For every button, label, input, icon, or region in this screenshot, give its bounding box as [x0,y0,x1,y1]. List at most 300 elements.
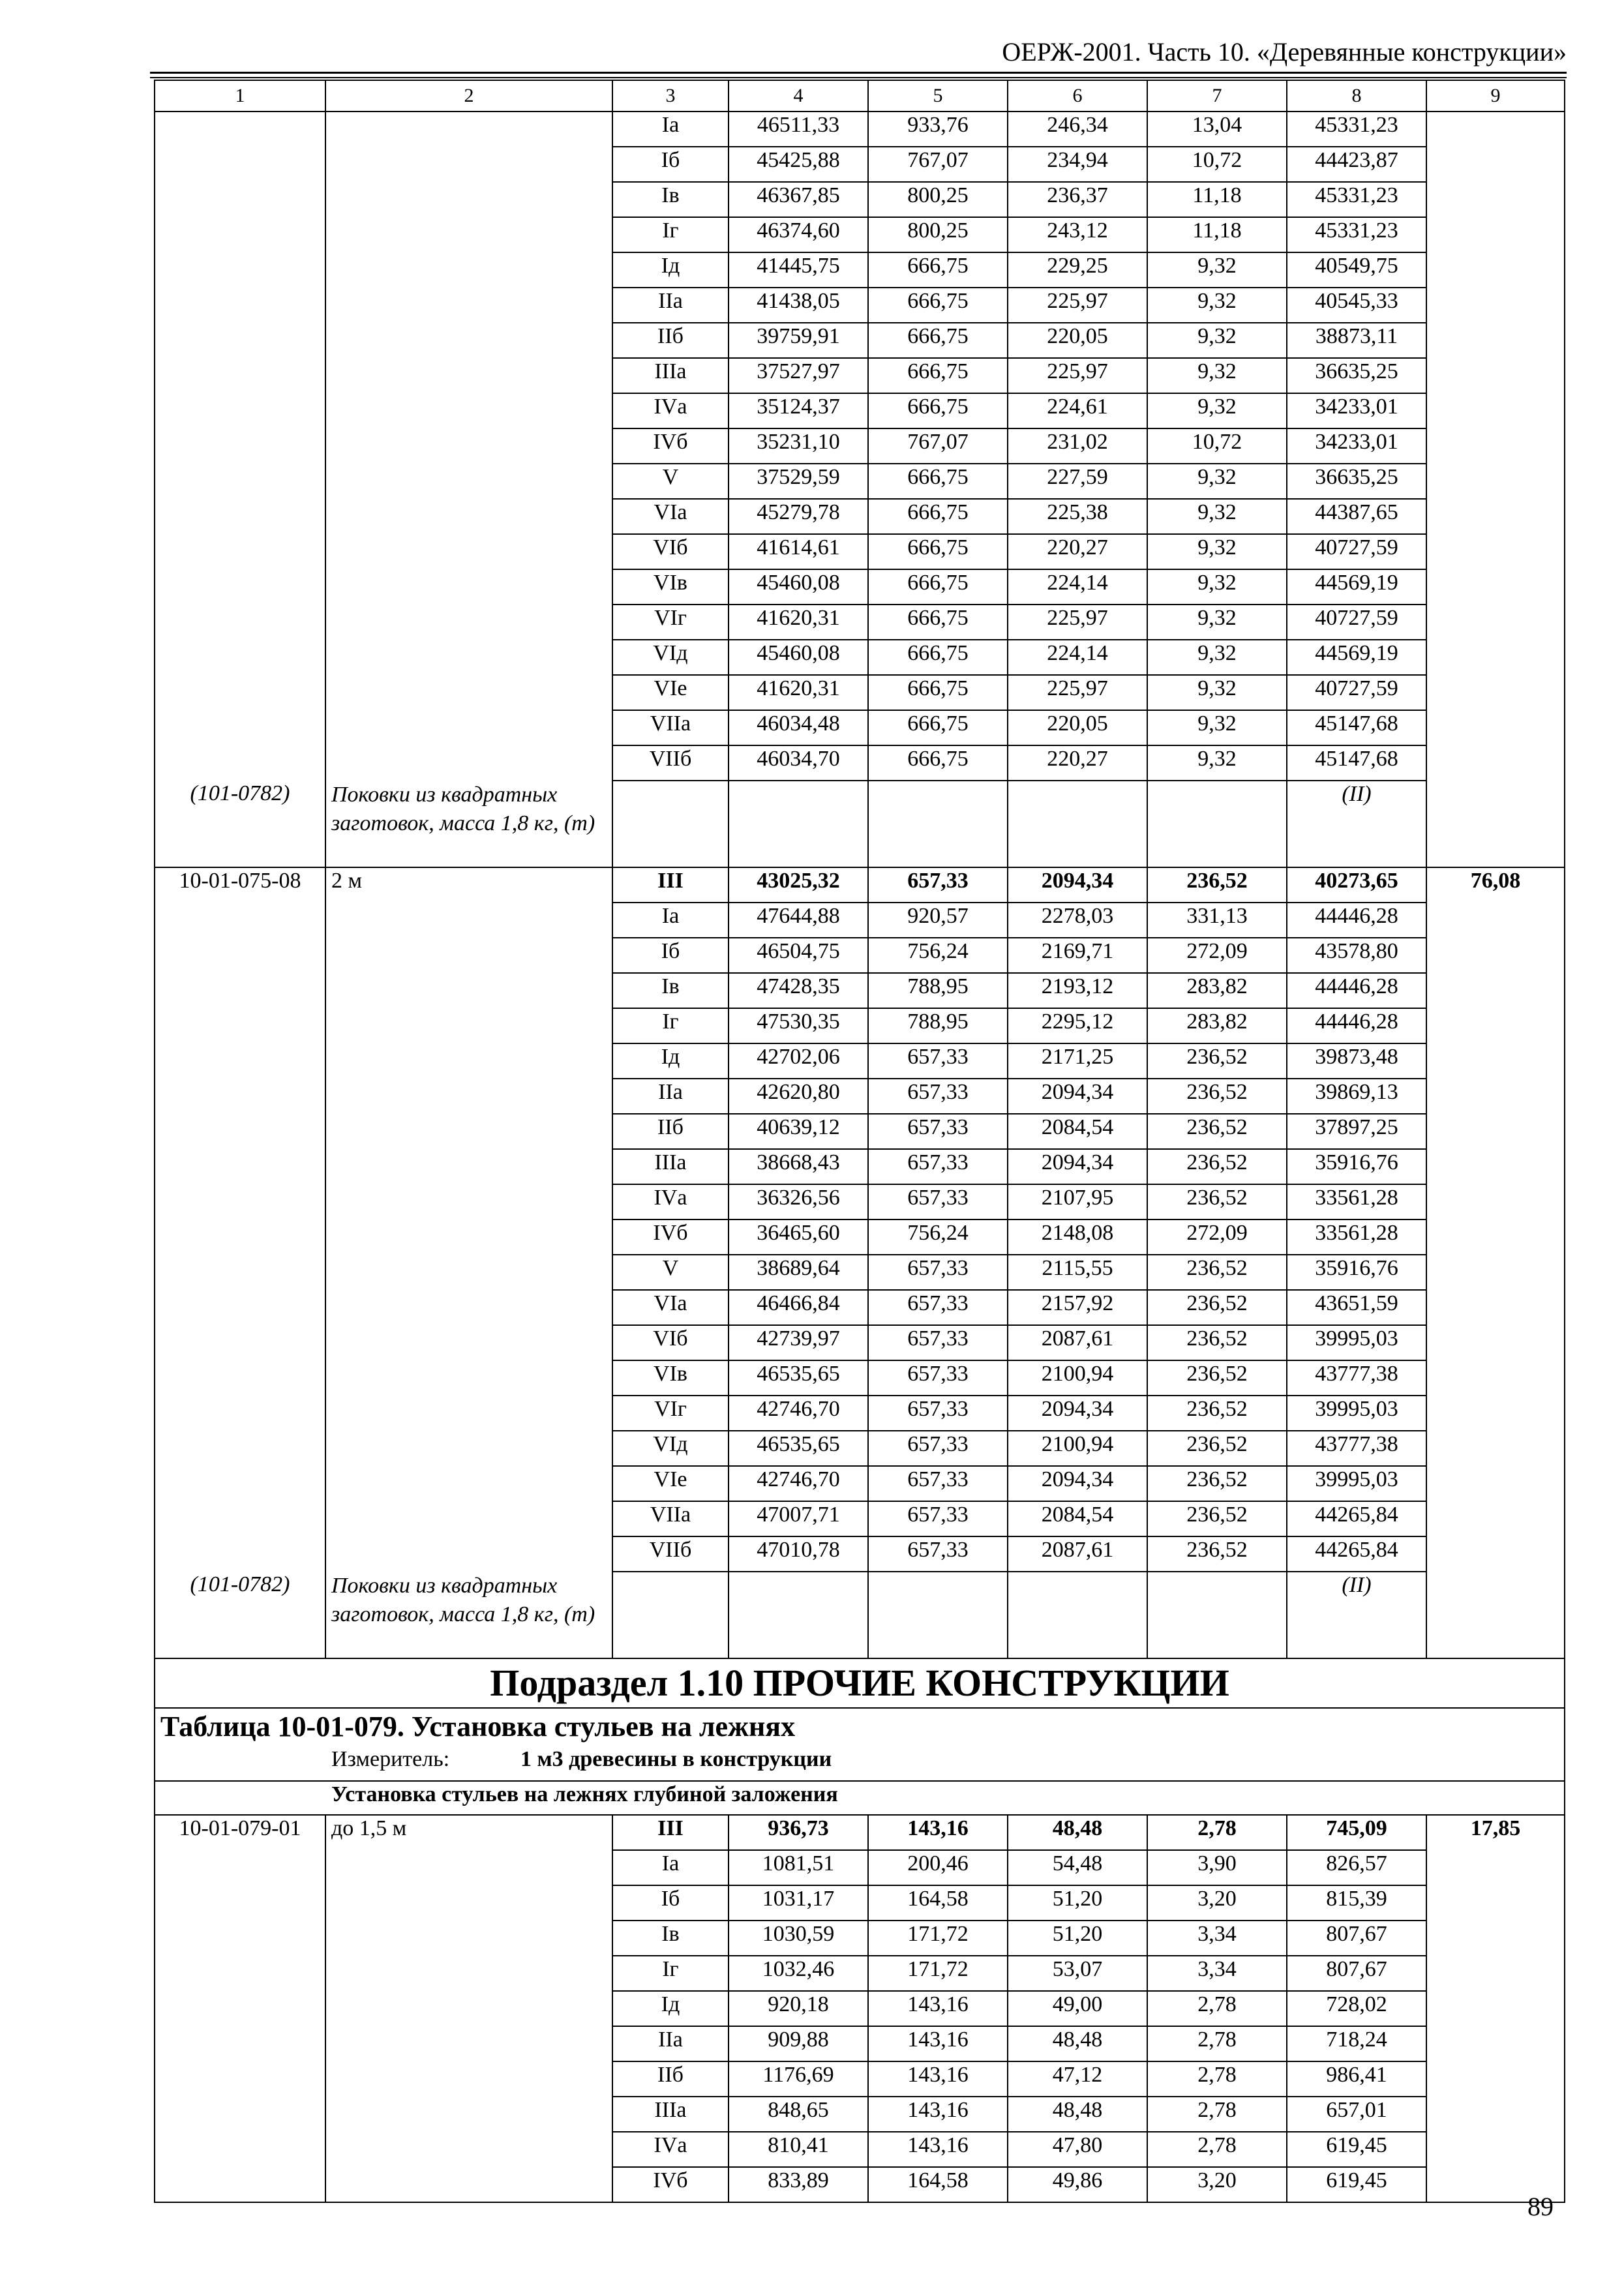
rates-table [154,80,1565,2203]
value-cell: 666,75 [868,675,1008,710]
value-cell: 225,97 [1008,358,1147,393]
value-cell: 666,75 [868,323,1008,358]
table-row [155,499,1565,534]
table-row [155,1008,1565,1043]
zone-cell: IIIа [612,1149,729,1184]
measure-cell [155,1746,1565,1781]
value-cell: 10,72 [1147,428,1287,464]
table-row [155,1114,1565,1149]
name-cell [325,2061,612,2097]
value-cell: 236,52 [1147,1466,1287,1501]
value-cell: 666,75 [868,393,1008,428]
name-cell [325,252,612,288]
value-cell: 800,25 [868,217,1008,252]
labor-cell: 76,08 [1426,867,1565,903]
name-cell [325,1043,612,1079]
code-cell [155,1149,325,1184]
value-cell: 236,52 [1147,1043,1287,1079]
empty-cell [1147,781,1287,867]
value-cell: 9,32 [1147,393,1287,428]
zone-cell: Iа [612,903,729,938]
value-cell: 2295,12 [1008,1008,1147,1043]
table-row [155,605,1565,640]
labor-cell [1426,569,1565,605]
value-cell: 9,32 [1147,499,1287,534]
table-row [155,464,1565,499]
table-row [155,217,1565,252]
code-cell [155,1466,325,1501]
table-row [155,1956,1565,1991]
value-cell: 231,02 [1008,428,1147,464]
name-cell [325,1991,612,2026]
table-row [155,1466,1565,1501]
zone-cell: VIд [612,1431,729,1466]
value-cell: 39869,13 [1287,1079,1426,1114]
value-cell: 9,32 [1147,569,1287,605]
value-cell: 2100,94 [1008,1360,1147,1396]
value-cell: 48,48 [1008,2097,1147,2132]
value-cell: 220,05 [1008,323,1147,358]
value-cell: 35231,10 [729,428,868,464]
depth-title: Установка стульев на лежнях глубиной заложения [155,1781,1565,1815]
table-row [155,1921,1565,1956]
labor-cell [1426,1255,1565,1290]
labor-cell [1426,675,1565,710]
table-row [155,1431,1565,1466]
material-note: (II) [1287,781,1426,867]
value-cell: 37529,59 [729,464,868,499]
labor-cell [1426,1466,1565,1501]
table-row [155,973,1565,1008]
labor-cell [1426,1991,1565,2026]
name-cell [325,2167,612,2202]
value-cell: 9,32 [1147,605,1287,640]
value-cell: 657,33 [868,1114,1008,1149]
value-cell: 36635,25 [1287,358,1426,393]
zone-cell: IVб [612,428,729,464]
depth-row [155,1781,1565,1815]
column-number: 7 [1147,80,1287,112]
labor-cell [1426,903,1565,938]
zone-cell: IVа [612,393,729,428]
zone-cell: IIа [612,1079,729,1114]
labor-cell [1426,1149,1565,1184]
name-cell [325,605,612,640]
value-cell: 657,33 [868,1431,1008,1466]
value-cell: 49,00 [1008,1991,1147,2026]
page-number: 89 [1527,2192,1554,2221]
value-cell: 46466,84 [729,1290,868,1325]
column-number: 1 [155,80,325,112]
value-cell: 171,72 [868,1956,1008,1991]
table-row [155,710,1565,745]
zone-cell: VIа [612,499,729,534]
value-cell: 46374,60 [729,217,868,252]
zone-cell: Iв [612,1921,729,1956]
column-number: 4 [729,80,868,112]
labor-cell [1426,1536,1565,1572]
value-cell: 44387,65 [1287,499,1426,534]
name-cell [325,534,612,569]
value-cell: 236,52 [1147,1114,1287,1149]
name-cell [325,1008,612,1043]
value-cell: 44569,19 [1287,640,1426,675]
material-code: (101-0782) [155,781,325,867]
code-cell [155,534,325,569]
value-cell: 236,52 [1147,1325,1287,1360]
value-cell: 225,97 [1008,675,1147,710]
table-row [155,534,1565,569]
table-row [155,1325,1565,1360]
name-cell [325,182,612,217]
table-row [155,1501,1565,1536]
value-cell: 40727,59 [1287,605,1426,640]
table-row [155,112,1565,147]
value-cell: 236,37 [1008,182,1147,217]
value-cell: 44446,28 [1287,1008,1426,1043]
name-cell [325,2097,612,2132]
labor-cell [1426,938,1565,973]
value-cell: 43777,38 [1287,1360,1426,1396]
name-cell [325,1466,612,1501]
zone-cell: VIв [612,1360,729,1396]
value-cell: 1030,59 [729,1921,868,1956]
value-cell: 236,52 [1147,1149,1287,1184]
zone-cell: IVа [612,2132,729,2167]
table-row [155,182,1565,217]
labor-cell [1426,499,1565,534]
empty-cell [1008,1572,1147,1658]
code-cell [155,710,325,745]
value-cell: 42620,80 [729,1079,868,1114]
value-cell: 44265,84 [1287,1501,1426,1536]
value-cell: 718,24 [1287,2026,1426,2061]
value-cell: 220,27 [1008,745,1147,781]
zone-cell: VIа [612,1290,729,1325]
value-cell: 236,52 [1147,1536,1287,1572]
material-row [155,1572,1565,1658]
value-cell: 657,33 [868,1466,1008,1501]
value-cell: 45279,78 [729,499,868,534]
value-cell: 2084,54 [1008,1114,1147,1149]
labor-cell [1426,605,1565,640]
value-cell: 2171,25 [1008,1043,1147,1079]
zone-cell: Iв [612,973,729,1008]
column-number: 3 [612,80,729,112]
value-cell: 657,33 [868,1043,1008,1079]
labor-cell [1426,1079,1565,1114]
table-row [155,1536,1565,1572]
name-cell [325,1114,612,1149]
table-row [155,1043,1565,1079]
value-cell: 143,16 [868,2026,1008,2061]
value-cell: 236,52 [1147,1255,1287,1290]
code-cell [155,1501,325,1536]
value-cell: 1176,69 [729,2061,868,2097]
value-cell: 3,20 [1147,2167,1287,2202]
zone-cell: V [612,464,729,499]
code-cell [155,428,325,464]
table-row [155,393,1565,428]
zone-cell: VIг [612,1396,729,1431]
value-cell: 2278,03 [1008,903,1147,938]
name-cell [325,1885,612,1921]
table-row [155,1290,1565,1325]
value-cell: 657,01 [1287,2097,1426,2132]
value-cell: 236,52 [1147,1079,1287,1114]
value-cell: 224,14 [1008,640,1147,675]
code-cell [155,745,325,781]
empty-cell [612,1572,729,1658]
name-cell [325,499,612,534]
value-cell: 47530,35 [729,1008,868,1043]
value-cell: 44446,28 [1287,973,1426,1008]
value-cell: 666,75 [868,710,1008,745]
value-cell: 272,09 [1147,1219,1287,1255]
table-row [155,1815,1565,1850]
name-cell [325,973,612,1008]
value-cell: 45147,68 [1287,745,1426,781]
name-cell [325,1290,612,1325]
empty-cell [868,781,1008,867]
value-cell: 800,25 [868,182,1008,217]
measure-label: Измеритель: [331,1747,450,1771]
material-note: (II) [1287,1572,1426,1658]
zone-cell: IIIа [612,2097,729,2132]
value-cell: 666,75 [868,745,1008,781]
zone-cell: Iд [612,252,729,288]
zone-cell: Iа [612,112,729,147]
value-cell: 10,72 [1147,147,1287,182]
value-cell: 35916,76 [1287,1255,1426,1290]
value-cell: 666,75 [868,534,1008,569]
code-cell [155,1219,325,1255]
code-cell [155,1290,325,1325]
name-cell [325,1360,612,1396]
zone-cell: IIб [612,2061,729,2097]
table-row [155,640,1565,675]
name-cell [325,938,612,973]
name-cell [325,147,612,182]
labor-cell [1426,745,1565,781]
value-cell: 220,05 [1008,710,1147,745]
value-cell: 236,52 [1147,1501,1287,1536]
value-cell: 936,73 [729,1815,868,1850]
value-cell: 657,33 [868,1184,1008,1219]
zone-cell: VIе [612,675,729,710]
value-cell: 3,20 [1147,1885,1287,1921]
value-cell: 47,12 [1008,2061,1147,2097]
labor-cell [1426,2132,1565,2167]
value-cell: 1031,17 [729,1885,868,1921]
zone-cell: Iг [612,1956,729,1991]
value-cell: 9,32 [1147,464,1287,499]
value-cell: 38668,43 [729,1149,868,1184]
labor-cell [1426,1360,1565,1396]
labor-cell [1426,252,1565,288]
code-cell [155,1360,325,1396]
value-cell: 53,07 [1008,1956,1147,1991]
value-cell: 756,24 [868,938,1008,973]
value-cell: 810,41 [729,2132,868,2167]
value-cell: 46511,33 [729,112,868,147]
column-number: 9 [1426,80,1565,112]
code-cell [155,393,325,428]
value-cell: 42746,70 [729,1396,868,1431]
value-cell: 236,52 [1147,1290,1287,1325]
value-cell: 40549,75 [1287,252,1426,288]
name-cell [325,1219,612,1255]
value-cell: 200,46 [868,1850,1008,1885]
value-cell: 272,09 [1147,938,1287,973]
zone-cell: VIб [612,1325,729,1360]
value-cell: 2148,08 [1008,1219,1147,1255]
value-cell: 657,33 [868,1290,1008,1325]
value-cell: 45331,23 [1287,112,1426,147]
name-cell [325,1255,612,1290]
value-cell: 2087,61 [1008,1536,1147,1572]
empty-cell [1426,781,1565,867]
value-cell: 47,80 [1008,2132,1147,2167]
table-row [155,1255,1565,1290]
labor-cell [1426,112,1565,147]
labor-cell: 17,85 [1426,1815,1565,1850]
name-cell [325,217,612,252]
value-cell: 2100,94 [1008,1431,1147,1466]
table-row [155,903,1565,938]
value-cell: 745,09 [1287,1815,1426,1850]
labor-cell [1426,1850,1565,1885]
value-cell: 43578,80 [1287,938,1426,973]
value-cell: 47010,78 [729,1536,868,1572]
value-cell: 2157,92 [1008,1290,1147,1325]
value-cell: 46034,70 [729,745,868,781]
table-row [155,938,1565,973]
value-cell: 13,04 [1147,112,1287,147]
value-cell: 36635,25 [1287,464,1426,499]
name-cell [325,1149,612,1184]
value-cell: 143,16 [868,2097,1008,2132]
empty-cell [1147,1572,1287,1658]
table-row [155,867,1565,903]
value-cell: 666,75 [868,499,1008,534]
code-cell [155,323,325,358]
value-cell: 666,75 [868,605,1008,640]
table-body [155,80,1565,2202]
value-cell: 164,58 [868,2167,1008,2202]
labor-cell [1426,1043,1565,1079]
value-cell: 44265,84 [1287,1536,1426,1572]
value-cell: 42739,97 [729,1325,868,1360]
table-row [155,147,1565,182]
labor-cell [1426,1921,1565,1956]
zone-cell: III [612,1815,729,1850]
table-row [155,745,1565,781]
value-cell: 45331,23 [1287,182,1426,217]
value-cell: 48,48 [1008,1815,1147,1850]
material-row [155,781,1565,867]
zone-cell: VIг [612,605,729,640]
value-cell: 1032,46 [729,1956,868,1991]
value-cell: 666,75 [868,640,1008,675]
code-cell [155,1431,325,1466]
value-cell: 33561,28 [1287,1184,1426,1219]
value-cell: 657,33 [868,1325,1008,1360]
name-cell [325,2026,612,2061]
value-cell: 2094,34 [1008,1396,1147,1431]
labor-cell [1426,1885,1565,1921]
name-cell [325,1325,612,1360]
name-cell [325,1501,612,1536]
zone-cell: Iг [612,217,729,252]
value-cell: 9,32 [1147,323,1287,358]
code-cell [155,217,325,252]
value-cell: 2094,34 [1008,1466,1147,1501]
code-cell [155,1255,325,1290]
value-cell: 39995,03 [1287,1325,1426,1360]
table-row [155,2097,1565,2132]
value-cell: 220,27 [1008,534,1147,569]
value-cell: 39995,03 [1287,1466,1426,1501]
code-cell [155,1114,325,1149]
labor-cell [1426,393,1565,428]
code-cell [155,973,325,1008]
value-cell: 3,34 [1147,1956,1287,1991]
value-cell: 9,32 [1147,675,1287,710]
empty-cell [1008,781,1147,867]
header-rule [150,72,1567,74]
column-number: 8 [1287,80,1426,112]
value-cell: 619,45 [1287,2132,1426,2167]
code-cell [155,2026,325,2061]
value-cell: 283,82 [1147,973,1287,1008]
value-cell: 2193,12 [1008,973,1147,1008]
name-cell [325,1396,612,1431]
table-row [155,1885,1565,1921]
column-number: 5 [868,80,1008,112]
labor-cell [1426,428,1565,464]
value-cell: 48,48 [1008,2026,1147,2061]
code-cell: 10-01-079-01 [155,1815,325,1850]
value-cell: 2115,55 [1008,1255,1147,1290]
labor-cell [1426,973,1565,1008]
value-cell: 51,20 [1008,1921,1147,1956]
value-cell: 657,33 [868,1396,1008,1431]
zone-cell: Iб [612,147,729,182]
table-row [155,1991,1565,2026]
value-cell: 9,32 [1147,640,1287,675]
value-cell: 815,39 [1287,1885,1426,1921]
value-cell: 45425,88 [729,147,868,182]
table-row [155,2167,1565,2202]
zone-cell: VIв [612,569,729,605]
measure-value: 1 м3 древесины в конструкции [520,1747,832,1771]
value-cell: 807,67 [1287,1921,1426,1956]
name-cell [325,1536,612,1572]
value-cell: 657,33 [868,1255,1008,1290]
value-cell: 44446,28 [1287,903,1426,938]
value-cell: 657,33 [868,867,1008,903]
value-cell: 54,48 [1008,1850,1147,1885]
table-row [155,2026,1565,2061]
table-row [155,252,1565,288]
value-cell: 164,58 [868,1885,1008,1921]
code-cell [155,2167,325,2202]
value-cell: 848,65 [729,2097,868,2132]
zone-cell: IIб [612,323,729,358]
table-row [155,675,1565,710]
table-title: Таблица 10-01-079. Установка стульев на лежнях [155,1708,1565,1746]
